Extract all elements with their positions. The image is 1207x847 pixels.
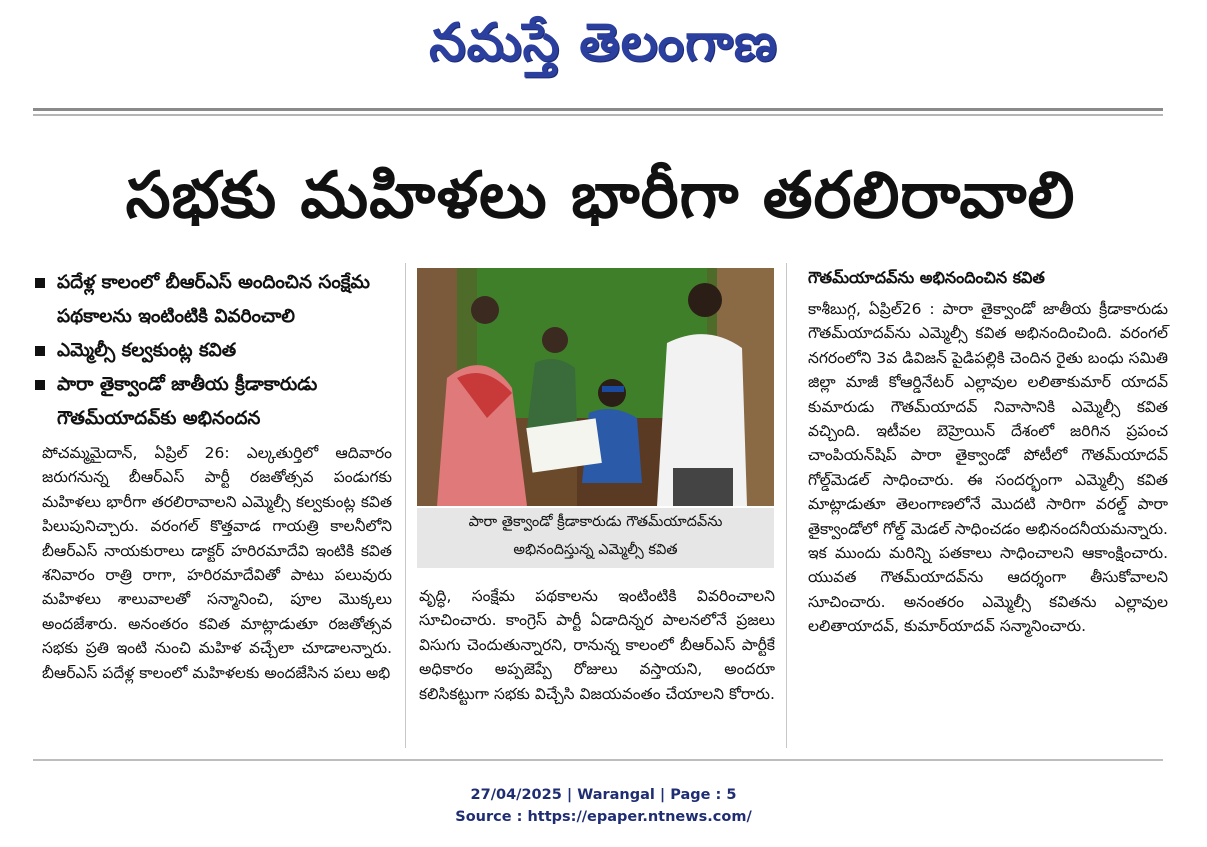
- footer-rule: [33, 759, 1163, 761]
- bullet-square-icon: [35, 278, 45, 288]
- masthead: [0, 4, 1207, 82]
- photo-caption: [417, 508, 774, 568]
- news-photo: [417, 268, 774, 506]
- newspaper-logo: నమస్తే తెలంగాణ: [429, 13, 778, 73]
- highlight-text: పదేళ్ల కాలంలో బీఆర్ఎస్ అందించిన సంక్షేమ పథకాలను ఇంటింటికి వివరించాలి: [57, 272, 370, 327]
- highlights-list: [33, 266, 403, 436]
- highlight-item: [33, 334, 403, 368]
- bullet-square-icon: [35, 346, 45, 356]
- page-footer: [0, 784, 1207, 828]
- sub-story-heading: గౌతమ్‌యాదవ్‌ను అభినందించిన కవిత: [808, 268, 1045, 287]
- highlight-item: [33, 368, 403, 436]
- header-rule-secondary: [33, 114, 1163, 116]
- highlight-text: ఎమ్మెల్సీ కల్వకుంట్ల కవిత: [57, 340, 237, 361]
- photo-caption-line1: పారా తైక్వాండో క్రీడాకారుడు గౌతమ్‌యాదవ్‌ను: [468, 514, 723, 530]
- column-divider-right: [786, 263, 787, 748]
- bullet-square-icon: [35, 380, 45, 390]
- photo-illustration: [417, 268, 774, 506]
- photo-caption-line2: అభినందిస్తున్న ఎమ్మెల్సీ కవిత: [513, 542, 678, 558]
- highlight-item: [33, 266, 403, 334]
- column-divider-left: [405, 263, 406, 748]
- edition-info: 27/04/2025 | Warangal | Page : 5: [470, 787, 737, 803]
- story-body-part1: పోచమ్మమైదాన్, ఏప్రిల్ 26: ఎల్కతుర్తిలో ఆదివారం జరుగనున్న బీఆర్ఎస్ పార్టీ రజతోత్సవ పండుగకు మహిళలు భారీగా తరలిరావాలని ఎమ్మెల్సీ కల్వకుంట్ల కవిత పిలుపునిచ్చారు. వరంగల్ కొత్తవాడ గాయత్రి కాలనీలోని బీఆర్ఎస్ నాయకురాలు డాక్టర్ హరిరమాదేవి ఇంటికి కవిత శనివారం రాత్రి రాగా, హరిరమాదేవితో పాటు పలువురు మహిళలు శాలువాలతో సన్మానించి, పూల మొక్కలు అందజేశారు. అనంతరం కవిత మాట్లాడుతూ రజతోత్సవ సభకు ప్రతి ఇంటి నుంచి మహిళ వచ్చేలా చూడాలన్నారు. బీఆర్ఎస్ పదేళ్ల కాలంలో మహిళలకు అందజేసిన పలు అభి: [42, 444, 392, 682]
- header-rule: [33, 108, 1163, 111]
- story-body-part2: వృద్ధి, సంక్షేమ పథకాలను ఇంటింటికి వివరించాలని సూచించారు. కాంగ్రెస్ పార్టీ ఏడాదిన్నర పాలనలోనే ప్రజలు విసుగు చెందుతున్నారని, రానున్న కాలంలో బీఆర్ఎస్ పార్టీకే అధికారం అప్పజెప్పే రోజులు వస్తాయని, అందరూ కలిసికట్టుగా సభకు విచ్చేసి విజయవంతం చేయాలని కోరారు.: [419, 587, 775, 703]
- article-headline: సభకు మహిళలు భారీగా తరలిరావాలి: [125, 159, 1076, 233]
- highlight-text: పారా తైక్వాండో జాతీయ క్రీడాకారుడు గౌతమ్‌యాదవ్‌కు అభినందన: [57, 374, 318, 429]
- source-link[interactable]: Source : https://epaper.ntnews.com/: [455, 809, 752, 825]
- sub-story-body: కాశీబుగ్గ, ఏప్రిల్26 : పారా తైక్వాండో జాతీయ క్రీడాకారుడు గౌతమ్‌యాదవ్‌ను ఎమ్మెల్సీ కవిత అభినందించింది. వరంగల్ నగరంలోని 3వ డివిజన్ పైడిపల్లికి చెందిన రైతు బంధు సమితి జిల్లా మాజీ కోఆర్డినేటర్ ఎల్లావుల లలితాకుమార్ యాదవ్ కుమారుడు గౌతమ్‌యాదవ్ నివాసానికి ఎమ్మెల్సీ కవిత వచ్చింది. ఇటీవల బెహ్రెయిన్ దేశంలో జరిగిన ప్రపంచ చాంపియన్‌షిప్ పారా తైక్వాండో పోటీలో గౌతమ్‌యాదవ్ గోల్డ్‌మెడల్ సాధించారు. ఈ సందర్భంగా ఎమ్మెల్సీ కవిత మాట్లాడుతూ తెలంగాణలోనే మొదటి సారిగా వరల్డ్ పారా తైక్వాండోలో గోల్డ్ మెడల్ సాధించడం అభినందనీయమన్నారు. ఇక ముందు మరిన్ని పతకాలు సాధించాలని ఆకాంక్షించారు. యువత గౌతమ్‌యాదవ్‌ను ఆదర్శంగా తీసుకోవాలని సూచించారు. అనంతరం ఎమ్మెల్సీ కవితను ఎల్లావుల లలితాయాదవ్, కుమార్‌యాదవ్ సన్మానించారు.: [808, 300, 1168, 636]
